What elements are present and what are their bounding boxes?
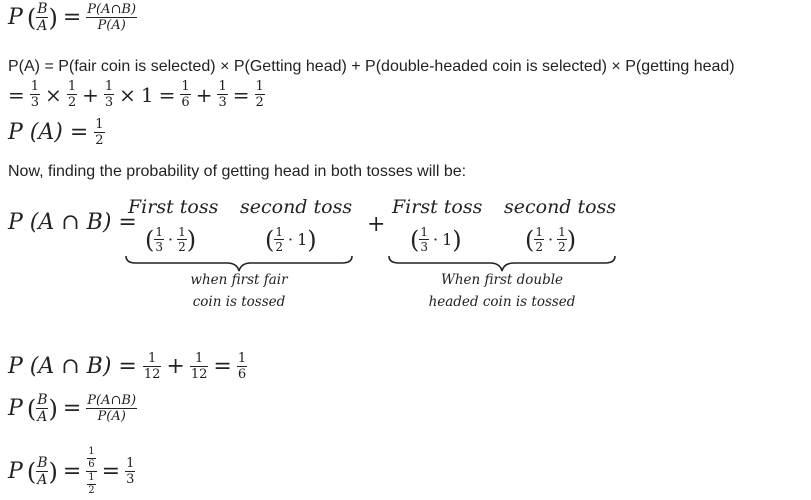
close-paren: ) (186, 225, 197, 254)
plus-sign: + (82, 82, 99, 107)
fraction: $\frac{1}{6}$ (88, 446, 95, 470)
close-paren: ) (452, 225, 462, 254)
fraction: $\frac{1}{3}$ (420, 225, 429, 254)
dot-operator: · (168, 230, 174, 249)
pa-value-fraction: $\frac{1}{2}$ (95, 117, 104, 148)
fraction: $\frac{1}{2}$ (535, 225, 544, 254)
condition-fraction: $\frac{B}{A}$ (37, 455, 48, 488)
fraction: $\frac{1}{12}$ (190, 351, 208, 382)
formula-conditional-final (8, 447, 135, 496)
fraction: $\frac{1}{2}$ (558, 225, 566, 254)
equals-sign: = (62, 396, 82, 421)
fraction: $\frac{1}{6}$ (237, 351, 247, 382)
pa-result (8, 118, 105, 147)
equals-sign: = (62, 459, 82, 484)
formula-conditional-top (8, 2, 137, 33)
first-toss-heading-2: First toss (392, 196, 483, 218)
prob-symbol: P (8, 459, 23, 484)
open-paren: ( (265, 225, 275, 254)
pab-result (8, 352, 247, 381)
number: 1 (297, 230, 308, 249)
group1-caption-line2: coin is tossed (192, 294, 286, 310)
second-toss-heading-2: second toss (504, 196, 617, 218)
open-paren: ( (525, 225, 535, 254)
pab-label: P (A ∩ B) = (8, 354, 137, 379)
equals-sign: = (213, 354, 232, 379)
underbrace-group2 (387, 254, 617, 274)
pa-definition-text: P(A) = P(fair coin is selected) × P(Getting head) + P(double-headed coin is selected) × P(getting head) (8, 58, 735, 75)
first-toss-heading-1: First toss (128, 196, 219, 218)
group1-caption-line1: when first fair (190, 272, 288, 288)
equals-sign: = (232, 82, 250, 107)
result-fraction: $\frac{1}{3}$ (126, 456, 135, 487)
fraction: $\frac{1}{12}$ (143, 351, 161, 382)
underbrace-group1 (124, 254, 354, 274)
plus-sign: + (195, 82, 213, 107)
conditional-rhs-fraction: $\frac{P(A\cap B)}{P(A)}$ (87, 393, 137, 424)
dot-operator: · (433, 230, 439, 249)
close-paren: ) (566, 225, 577, 254)
group1-first-toss-product (145, 226, 196, 253)
formula-conditional-mid (8, 393, 137, 424)
plus-sign: + (166, 354, 185, 379)
group1-second-toss-product (265, 226, 317, 253)
number: 1 (442, 230, 453, 249)
group2-caption-line1: When first double (440, 272, 564, 288)
open-paren: ( (26, 3, 37, 32)
number-one: 1 (140, 82, 154, 107)
fraction: $\frac{1}{2}$ (67, 79, 77, 110)
group2-first-toss-product (410, 226, 462, 253)
equals-sign: = (62, 5, 82, 30)
fraction: $\frac{1}{2}$ (275, 225, 284, 254)
fraction: $\frac{1}{2}$ (255, 79, 264, 110)
open-paren: ( (26, 457, 37, 486)
close-paren: ) (307, 225, 317, 254)
equals-sign: = (158, 82, 176, 107)
fraction: $\frac{1}{6}$ (181, 79, 190, 110)
compound-fraction (86, 447, 96, 496)
open-paren: ( (410, 225, 420, 254)
condition-fraction: $\frac{B}{A}$ (37, 1, 48, 34)
dot-operator: · (548, 230, 554, 249)
group2-caption-line2: headed coin is tossed (428, 294, 576, 310)
fraction: $\frac{1}{3}$ (30, 79, 40, 110)
close-paren: ) (48, 394, 58, 423)
fraction: $\frac{1}{3}$ (155, 225, 164, 254)
equals-sign: = (101, 459, 121, 484)
equals-sign: = (8, 82, 25, 107)
fraction: $\frac{1}{3}$ (218, 79, 227, 110)
plus-sign: + (367, 212, 386, 237)
close-paren: ) (48, 3, 58, 32)
open-paren: ( (26, 394, 37, 423)
fraction: $\frac{1}{2}$ (88, 472, 95, 496)
open-paren: ( (145, 225, 155, 254)
dot-operator: · (288, 230, 294, 249)
pa-label: P (A) = (8, 120, 89, 145)
close-paren: ) (48, 457, 58, 486)
fraction: $\frac{1}{2}$ (178, 225, 186, 254)
times-sign: × (45, 82, 62, 107)
now-instruction-text: Now, finding the probability of getting head in both tosses will be: (8, 163, 467, 180)
times-sign: × (119, 82, 136, 107)
condition-fraction: $\frac{B}{A}$ (37, 392, 48, 425)
prob-symbol: P (8, 5, 23, 30)
pa-calculation (8, 80, 265, 109)
group2-second-toss-product (525, 226, 576, 253)
pab-lhs: P (A ∩ B) = (8, 210, 137, 235)
fraction: $\frac{1}{3}$ (104, 79, 114, 110)
second-toss-heading-1: second toss (240, 196, 353, 218)
conditional-rhs-fraction: $\frac{P(A\cap B)}{P(A)}$ (87, 2, 137, 33)
prob-symbol: P (8, 396, 23, 421)
